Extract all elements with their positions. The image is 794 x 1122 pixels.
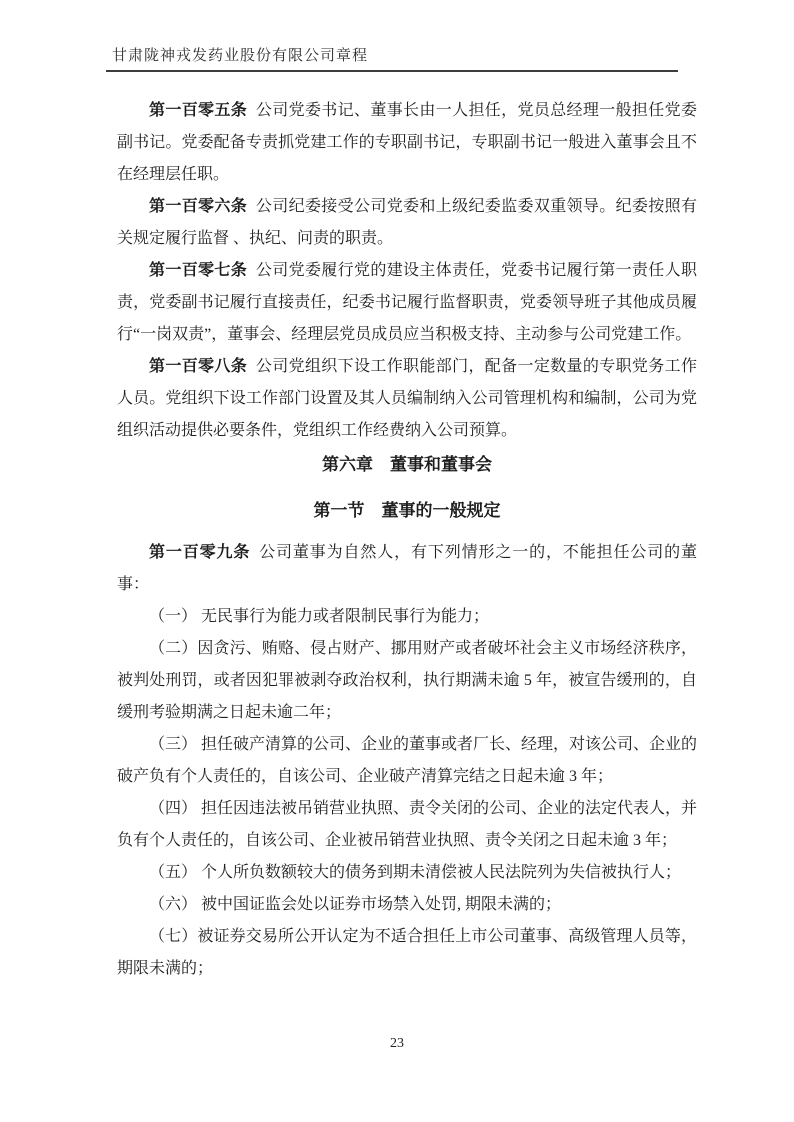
section-heading: 第一节 董事的一般规定 [313,501,501,520]
article-106-text: 公司纪委接受公司党委和上级纪委监委双重领导。纪委按照有关规定履行监督 、执纪、问责的职责。 [117,198,697,247]
header-title: 甘肃陇神戎发药业股份有限公司章程 [112,48,369,64]
article-105-number: 第一百零五条 [149,102,248,119]
page-header [106,46,678,72]
article-109-number: 第一百零九条 [149,544,251,561]
article-107-paragraph [117,255,697,351]
document-body [117,95,697,985]
article-106-paragraph [117,191,697,255]
article-107-number: 第一百零七条 [149,262,248,279]
list-item-7: （七）被证券交易所公开认定为不适合担任上市公司董事、高级管理人员等，期限未满的； [117,928,697,977]
page-number: 23 [390,1036,404,1051]
list-item-5: （五） 个人所负数额较大的债务到期未清偿被人民法院列为失信被执行人； [149,864,682,881]
article-109-paragraph [117,537,697,601]
article-108-paragraph [117,351,697,447]
list-item-2: （二）因贪污、贿赂、侵占财产、挪用财产或者破坏社会主义市场经济秩序，被判处刑罚，或者因犯罪被剥夺政治权利，执行期满未逾 5 年，被宣告缓刑的，自缓刑考验期满之日起未逾二年； [117,640,697,721]
article-105-text: 公司党委书记、董事长由一人担任，党员总经理一般担任党委副书记。党委配备专责抓党建工作的专职副书记，专职副书记一般进入董事会且不在经理层任职。 [117,102,697,183]
article-108-number: 第一百零八条 [149,358,248,375]
article-109-text: 公司董事为自然人，有下列情形之一的，不能担任公司的董事： [117,544,697,593]
list-item-1: （一） 无民事行为能力或者限制民事行为能力； [149,608,490,625]
article-108-text: 公司党组织下设工作职能部门，配备一定数量的专职党务工作人员。党组织下设工作部门设置及其人员编制纳入公司管理机构和编制，公司为党组织活动提供必要条件，党组织工作经费纳入公司预算。 [117,358,697,439]
list-item-4: （四） 担任因违法被吊销营业执照、责令关闭的公司、企业的法定代表人，并负有个人责任的，自该公司、企业被吊销营业执照、责令关闭之日起未逾 3 年； [117,800,698,849]
article-106-number: 第一百零六条 [149,198,248,215]
article-105-paragraph [117,95,697,191]
article-107-text: 公司党委履行党的建设主体责任，党委书记履行第一责任人职责，党委副书记履行直接责任，纪委书记履行监督职责，党委领导班子其他成员履行“一岗双责”，董事会、经理层党员成员应当积极支持、主动参与公司党建工作。 [117,262,697,343]
chapter-heading: 第六章 董事和董事会 [322,455,492,474]
list-item-6: （六） 被中国证监会处以证券市场禁入处罚, 期限未满的； [149,896,562,913]
list-item-3: （三） 担任破产清算的公司、企业的董事或者厂长、经理，对该公司、企业的破产负有个人责任的，自该公司、企业破产清算完结之日起未逾 3 年； [117,736,698,785]
